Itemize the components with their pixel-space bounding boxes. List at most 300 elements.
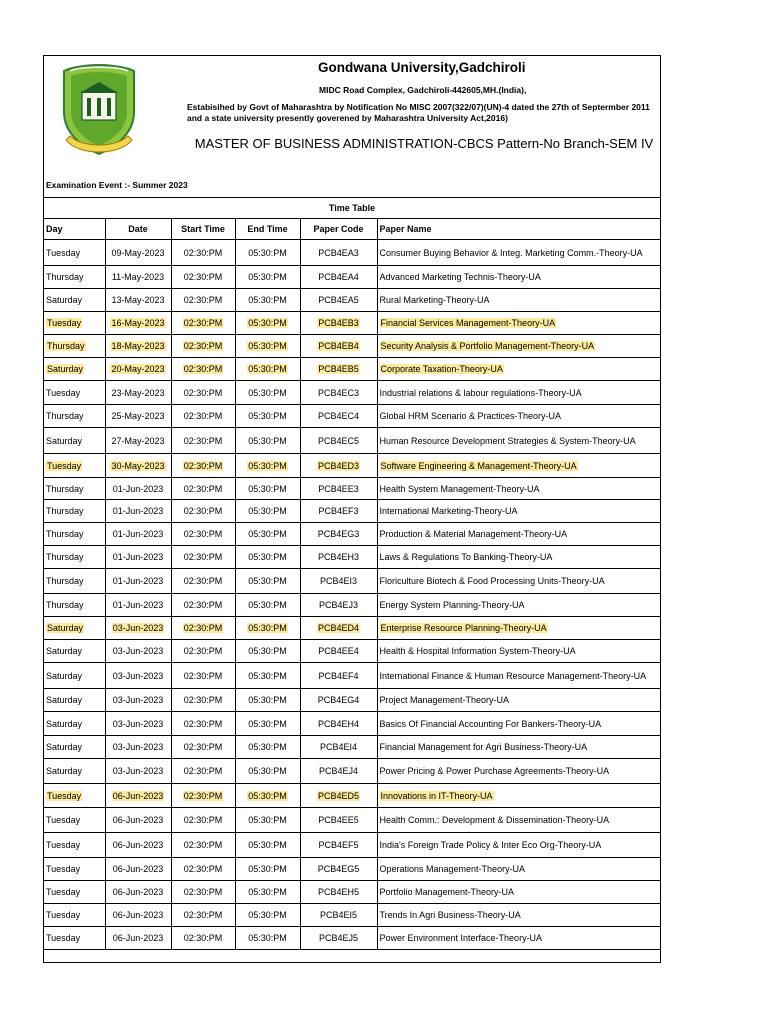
table-row <box>44 808 660 833</box>
day-text: Thursday <box>46 411 84 421</box>
establishment-note: Estabisihed by Govt of Maharashtra by Notification No MISC 2007(322/07)(UN)-4 dated the 27th of Septermber 2011 and a state university presently goverened by Maharashtra University Act,2016) <box>187 102 650 123</box>
end-time-cell <box>235 663 300 689</box>
end-time-text: 05:30:PM <box>248 483 287 494</box>
date-text: 30-May-2023 <box>111 460 165 471</box>
paper-code-text: PCB4EC5 <box>317 435 360 446</box>
paper-code-cell <box>300 312 377 335</box>
date-cell <box>105 808 171 833</box>
paper-name-text: Health Comm.: Development & Dissemination-Theory-UA <box>379 815 610 825</box>
day-text: Thursday <box>46 272 84 282</box>
day-text: Tuesday <box>46 387 81 398</box>
paper-code-cell <box>300 881 377 904</box>
paper-code-text: PCB4EE4 <box>318 646 359 656</box>
day-text: Tuesday <box>46 933 81 943</box>
start-time-cell <box>171 712 235 736</box>
paper-name-cell <box>377 808 660 833</box>
date-cell <box>105 428 171 454</box>
end-time-cell <box>235 428 300 454</box>
paper-name-text: Project Management-Theory-UA <box>379 695 510 705</box>
paper-name-cell <box>377 546 660 569</box>
paper-name-text: Global HRM Scenario & Practices-Theory-UA <box>379 411 562 421</box>
paper-name-cell <box>377 569 660 594</box>
start-time-cell <box>171 927 235 950</box>
end-time-cell <box>235 927 300 950</box>
paper-name-cell <box>377 617 660 640</box>
day-cell <box>44 523 105 546</box>
table-row <box>44 759 660 784</box>
table-row <box>44 833 660 858</box>
start-time-cell <box>171 454 235 478</box>
date-cell <box>105 478 171 500</box>
day-text: Saturday <box>46 742 83 752</box>
end-time-cell <box>235 266 300 289</box>
start-time-text: 02:30:PM <box>183 364 223 374</box>
paper-code-text: PCB4EF4 <box>318 670 359 681</box>
timetable-label: Time Table <box>44 197 660 219</box>
programme-title: MASTER OF BUSINESS ADMINISTRATION-CBCS Pattern-No Branch-SEM IV <box>194 136 654 151</box>
paper-code-text: PCB4ED3 <box>317 460 360 471</box>
paper-code-text: PCB4EC4 <box>317 411 360 421</box>
start-time-text: 02:30:PM <box>183 387 223 398</box>
table-row <box>44 569 660 594</box>
paper-name-cell <box>377 454 660 478</box>
day-cell <box>44 405 105 428</box>
end-time-text: 05:30:PM <box>248 864 287 874</box>
date-cell <box>105 312 171 335</box>
start-time-text: 02:30:PM <box>183 552 223 562</box>
table-row <box>44 904 660 927</box>
paper-name-text: Innovations in IT-Theory-UA <box>380 790 493 801</box>
start-time-text: 02:30:PM <box>183 411 223 421</box>
end-time-text: 05:30:PM <box>248 646 287 656</box>
start-time-text: 02:30:PM <box>183 718 223 729</box>
start-time-text: 02:30:PM <box>183 646 223 656</box>
start-time-text: 02:30:PM <box>183 815 223 825</box>
paper-name-text: Floriculture Biotech & Food Processing Units-Theory-UA <box>379 576 605 586</box>
paper-code-text: PCB4EH5 <box>317 887 360 897</box>
table-row <box>44 240 660 266</box>
day-text: Saturday <box>46 435 83 446</box>
table-row <box>44 594 660 617</box>
paper-name-text: Advanced Marketing Technis-Theory-UA <box>379 272 541 282</box>
end-time-cell <box>235 240 300 266</box>
start-time-cell <box>171 594 235 617</box>
start-time-text: 02:30:PM <box>183 790 223 801</box>
table-row <box>44 266 660 289</box>
end-time-text: 05:30:PM <box>248 840 287 850</box>
end-time-cell <box>235 736 300 759</box>
start-time-cell <box>171 569 235 594</box>
timetable-body <box>44 240 660 950</box>
date-text: 16-May-2023 <box>111 318 165 328</box>
paper-code-cell <box>300 335 377 358</box>
date-cell <box>105 240 171 266</box>
paper-name-cell <box>377 759 660 784</box>
date-text: 01-Jun-2023 <box>112 529 164 539</box>
paper-code-text: PCB4ED5 <box>317 790 360 801</box>
paper-code-cell <box>300 546 377 569</box>
paper-name-cell <box>377 594 660 617</box>
start-time-cell <box>171 858 235 881</box>
end-time-cell <box>235 381 300 405</box>
paper-code-cell <box>300 712 377 736</box>
start-time-text: 02:30:PM <box>183 623 223 633</box>
paper-code-cell <box>300 405 377 428</box>
start-time-text: 02:30:PM <box>183 529 223 539</box>
paper-code-cell <box>300 569 377 594</box>
paper-code-text: PCB4EI3 <box>319 576 358 586</box>
start-time-text: 02:30:PM <box>183 840 223 850</box>
end-time-cell <box>235 689 300 712</box>
paper-code-text: PCB4EA3 <box>318 247 359 258</box>
table-row <box>44 523 660 546</box>
paper-code-cell <box>300 478 377 500</box>
paper-name-text: Enterprise Resource Planning-Theory-UA <box>380 623 547 633</box>
end-time-cell <box>235 454 300 478</box>
table-row <box>44 881 660 904</box>
day-text: Saturday <box>46 695 83 705</box>
end-time-cell <box>235 858 300 881</box>
end-time-text: 05:30:PM <box>248 623 287 633</box>
paper-code-text: PCB4EG5 <box>317 864 360 874</box>
date-text: 03-Jun-2023 <box>112 623 164 633</box>
table-row <box>44 500 660 523</box>
paper-code-text: PCB4EA5 <box>318 295 359 305</box>
university-logo-icon <box>58 62 140 158</box>
date-cell <box>105 405 171 428</box>
date-text: 06-Jun-2023 <box>112 933 164 943</box>
date-text: 03-Jun-2023 <box>112 718 164 729</box>
start-time-cell <box>171 405 235 428</box>
date-text: 13-May-2023 <box>111 295 165 305</box>
end-time-text: 05:30:PM <box>248 718 287 729</box>
end-time-cell <box>235 881 300 904</box>
day-text: Tuesday <box>46 815 81 825</box>
start-time-cell <box>171 617 235 640</box>
paper-name-cell <box>377 663 660 689</box>
paper-name-text: Financial Services Management-Theory-UA <box>380 318 556 328</box>
date-text: 01-Jun-2023 <box>112 552 164 562</box>
paper-code-cell <box>300 523 377 546</box>
paper-name-text: Health & Hospital Information System-Theory-UA <box>379 646 576 656</box>
paper-name-cell <box>377 736 660 759</box>
date-text: 20-May-2023 <box>111 364 165 374</box>
start-time-text: 02:30:PM <box>183 933 223 943</box>
day-text: Thursday <box>46 506 84 516</box>
date-text: 01-Jun-2023 <box>112 506 164 516</box>
paper-name-cell <box>377 523 660 546</box>
paper-code-cell <box>300 833 377 858</box>
table-row <box>44 617 660 640</box>
start-time-cell <box>171 523 235 546</box>
document-header <box>44 56 660 197</box>
day-cell <box>44 712 105 736</box>
paper-name-cell <box>377 500 660 523</box>
end-time-cell <box>235 784 300 808</box>
start-time-text: 02:30:PM <box>183 295 223 305</box>
end-time-cell <box>235 500 300 523</box>
end-time-text: 05:30:PM <box>248 742 287 752</box>
end-time-cell <box>235 617 300 640</box>
paper-code-text: PCB4EB5 <box>318 364 359 374</box>
timetable-table <box>44 219 660 950</box>
start-time-cell <box>171 881 235 904</box>
day-text: Tuesday <box>47 460 82 471</box>
paper-name-cell <box>377 640 660 663</box>
day-text: Saturday <box>47 364 84 374</box>
table-row <box>44 689 660 712</box>
date-text: 03-Jun-2023 <box>112 742 164 752</box>
end-time-text: 05:30:PM <box>248 529 287 539</box>
date-text: 09-May-2023 <box>111 247 165 258</box>
start-time-text: 02:30:PM <box>183 460 223 471</box>
paper-code-cell <box>300 904 377 927</box>
paper-name-cell <box>377 405 660 428</box>
day-cell <box>44 381 105 405</box>
end-time-text: 05:30:PM <box>248 815 287 825</box>
date-text: 03-Jun-2023 <box>112 695 164 705</box>
start-time-text: 02:30:PM <box>183 576 223 586</box>
day-cell <box>44 358 105 381</box>
paper-name-text: Operations Management-Theory-UA <box>379 864 526 874</box>
paper-code-cell <box>300 663 377 689</box>
paper-name-text: Power Environment Interface-Theory-UA <box>379 933 543 943</box>
column-header-date: Date <box>105 219 171 240</box>
paper-code-text: PCB4EH3 <box>317 552 360 562</box>
day-cell <box>44 640 105 663</box>
start-time-text: 02:30:PM <box>183 695 223 705</box>
table-row <box>44 784 660 808</box>
start-time-cell <box>171 289 235 312</box>
start-time-cell <box>171 833 235 858</box>
paper-code-cell <box>300 358 377 381</box>
column-header-paper-name: Paper Name <box>377 219 660 240</box>
table-row <box>44 312 660 335</box>
paper-name-cell <box>377 927 660 950</box>
paper-code-text: PCB4EJ5 <box>318 933 359 943</box>
start-time-cell <box>171 500 235 523</box>
paper-name-text: Health System Management-Theory-UA <box>379 483 540 494</box>
date-cell <box>105 569 171 594</box>
end-time-cell <box>235 712 300 736</box>
day-cell <box>44 759 105 784</box>
date-cell <box>105 689 171 712</box>
start-time-text: 02:30:PM <box>183 247 223 258</box>
start-time-cell <box>171 640 235 663</box>
day-text: Saturday <box>46 295 83 305</box>
date-text: 18-May-2023 <box>111 341 165 351</box>
paper-name-cell <box>377 712 660 736</box>
paper-code-text: PCB4EE3 <box>318 483 359 494</box>
end-time-text: 05:30:PM <box>248 576 287 586</box>
start-time-cell <box>171 759 235 784</box>
day-cell <box>44 569 105 594</box>
paper-code-text: PCB4ED4 <box>317 623 360 633</box>
start-time-text: 02:30:PM <box>183 742 223 752</box>
end-time-cell <box>235 808 300 833</box>
paper-name-cell <box>377 335 660 358</box>
paper-code-cell <box>300 500 377 523</box>
end-time-text: 05:30:PM <box>248 887 287 897</box>
end-time-text: 05:30:PM <box>248 933 287 943</box>
paper-code-cell <box>300 640 377 663</box>
paper-code-text: PCB4EH4 <box>317 718 360 729</box>
end-time-text: 05:30:PM <box>248 695 287 705</box>
date-text: 25-May-2023 <box>111 411 165 421</box>
day-cell <box>44 881 105 904</box>
end-time-text: 05:30:PM <box>248 552 287 562</box>
day-text: Thursday <box>46 576 84 586</box>
paper-name-cell <box>377 904 660 927</box>
date-text: 23-May-2023 <box>111 387 165 398</box>
date-text: 06-Jun-2023 <box>112 887 164 897</box>
paper-name-cell <box>377 833 660 858</box>
start-time-cell <box>171 312 235 335</box>
end-time-text: 05:30:PM <box>248 670 287 681</box>
paper-name-cell <box>377 689 660 712</box>
day-cell <box>44 546 105 569</box>
paper-code-text: PCB4EI5 <box>319 910 358 920</box>
start-time-text: 02:30:PM <box>183 483 223 494</box>
paper-name-cell <box>377 358 660 381</box>
day-text: Tuesday <box>46 864 81 874</box>
paper-name-text: Corporate Taxation-Theory-UA <box>380 364 503 374</box>
date-text: 03-Jun-2023 <box>112 646 164 656</box>
date-text: 01-Jun-2023 <box>112 483 164 494</box>
paper-code-cell <box>300 428 377 454</box>
end-time-text: 05:30:PM <box>248 387 287 398</box>
day-text: Saturday <box>46 766 83 776</box>
end-time-cell <box>235 358 300 381</box>
table-row <box>44 640 660 663</box>
day-text: Tuesday <box>46 840 81 850</box>
date-text: 06-Jun-2023 <box>112 864 164 874</box>
date-cell <box>105 927 171 950</box>
day-cell <box>44 478 105 500</box>
date-text: 06-Jun-2023 <box>112 910 164 920</box>
table-row <box>44 405 660 428</box>
start-time-text: 02:30:PM <box>183 318 223 328</box>
paper-name-text: International Finance & Human Resource Management-Theory-UA <box>379 670 647 681</box>
column-header-paper-code: Paper Code <box>300 219 377 240</box>
paper-name-text: Software Engineering & Management-Theory-UA <box>380 460 577 471</box>
paper-code-text: PCB4EA4 <box>318 272 359 282</box>
start-time-text: 02:30:PM <box>183 435 223 446</box>
day-text: Saturday <box>46 718 83 729</box>
start-time-text: 02:30:PM <box>183 341 223 351</box>
date-text: 11-May-2023 <box>111 272 165 282</box>
day-text: Tuesday <box>46 247 81 258</box>
paper-name-text: Portfolio Management-Theory-UA <box>379 887 515 897</box>
date-cell <box>105 640 171 663</box>
start-time-cell <box>171 736 235 759</box>
paper-code-cell <box>300 759 377 784</box>
paper-name-text: Laws & Regulations To Banking-Theory-UA <box>379 552 553 562</box>
date-cell <box>105 266 171 289</box>
date-cell <box>105 523 171 546</box>
date-cell <box>105 381 171 405</box>
paper-code-text: PCB4EF3 <box>318 506 359 516</box>
day-cell <box>44 904 105 927</box>
start-time-cell <box>171 689 235 712</box>
end-time-cell <box>235 478 300 500</box>
paper-code-cell <box>300 689 377 712</box>
end-time-cell <box>235 594 300 617</box>
day-cell <box>44 617 105 640</box>
end-time-cell <box>235 523 300 546</box>
paper-name-text: India's Foreign Trade Policy & Inter Eco Org-Theory-UA <box>379 840 602 850</box>
date-cell <box>105 833 171 858</box>
end-time-cell <box>235 546 300 569</box>
paper-code-cell <box>300 594 377 617</box>
paper-code-cell <box>300 858 377 881</box>
date-cell <box>105 546 171 569</box>
date-cell <box>105 784 171 808</box>
paper-code-text: PCB4EG3 <box>317 529 360 539</box>
start-time-cell <box>171 335 235 358</box>
date-text: 03-Jun-2023 <box>112 766 164 776</box>
end-time-cell <box>235 569 300 594</box>
paper-code-cell <box>300 240 377 266</box>
end-time-text: 05:30:PM <box>248 247 287 258</box>
paper-code-text: PCB4EB3 <box>318 318 359 328</box>
end-time-text: 05:30:PM <box>248 790 287 801</box>
start-time-cell <box>171 240 235 266</box>
start-time-text: 02:30:PM <box>183 506 223 516</box>
end-time-cell <box>235 833 300 858</box>
start-time-cell <box>171 358 235 381</box>
paper-code-cell <box>300 808 377 833</box>
start-time-cell <box>171 784 235 808</box>
day-text: Tuesday <box>47 790 82 801</box>
table-row <box>44 927 660 950</box>
timetable-document <box>43 55 661 963</box>
paper-code-cell <box>300 289 377 312</box>
column-header-end-time: End Time <box>235 219 300 240</box>
start-time-cell <box>171 428 235 454</box>
date-cell <box>105 335 171 358</box>
start-time-text: 02:30:PM <box>183 910 223 920</box>
paper-name-text: Rural Marketing-Theory-UA <box>379 295 490 305</box>
day-cell <box>44 335 105 358</box>
day-text: Thursday <box>46 529 84 539</box>
end-time-cell <box>235 335 300 358</box>
date-cell <box>105 663 171 689</box>
paper-name-cell <box>377 266 660 289</box>
paper-name-cell <box>377 240 660 266</box>
day-text: Tuesday <box>47 318 82 328</box>
start-time-cell <box>171 381 235 405</box>
paper-name-cell <box>377 881 660 904</box>
table-row <box>44 358 660 381</box>
day-cell <box>44 833 105 858</box>
paper-name-text: Security Analysis & Portfolio Management-Theory-UA <box>380 341 595 351</box>
day-cell <box>44 594 105 617</box>
date-cell <box>105 712 171 736</box>
university-address: MIDC Road Complex, Gadchiroli-442605,MH.(India), <box>319 85 527 95</box>
paper-code-text: PCB4EC3 <box>317 387 360 398</box>
start-time-cell <box>171 663 235 689</box>
start-time-text: 02:30:PM <box>183 600 223 610</box>
day-cell <box>44 736 105 759</box>
paper-name-cell <box>377 784 660 808</box>
date-cell <box>105 858 171 881</box>
date-text: 01-Jun-2023 <box>112 576 164 586</box>
day-cell <box>44 312 105 335</box>
start-time-cell <box>171 904 235 927</box>
table-row <box>44 546 660 569</box>
exam-event: Examination Event :- Summer 2023 <box>46 180 188 190</box>
